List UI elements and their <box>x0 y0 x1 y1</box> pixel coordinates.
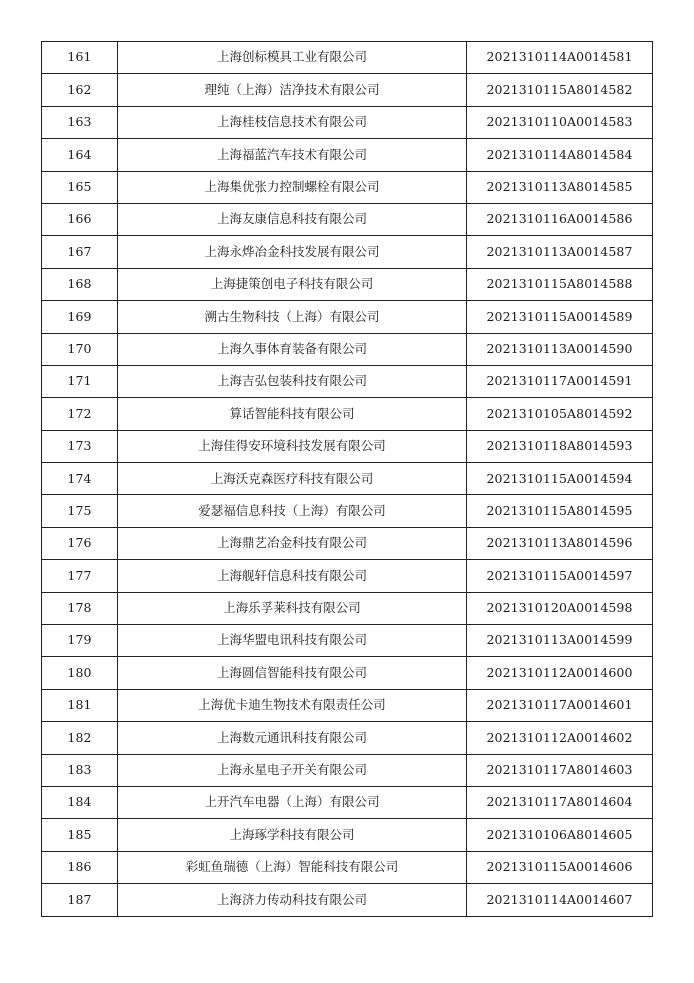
table-row <box>42 754 653 786</box>
record-code-cell: 2021310117A8014603 <box>467 754 653 786</box>
row-number-cell: 163 <box>42 106 118 138</box>
row-number-cell: 165 <box>42 171 118 203</box>
record-code-cell: 2021310113A8014596 <box>467 527 653 559</box>
record-code-cell: 2021310117A8014604 <box>467 786 653 818</box>
record-code-cell: 2021310115A8014588 <box>467 268 653 300</box>
row-number-cell: 177 <box>42 560 118 592</box>
table-row <box>42 398 653 430</box>
table-row <box>42 689 653 721</box>
company-name-cell: 上海沃克森医疗科技有限公司 <box>118 463 467 495</box>
table-row <box>42 851 653 883</box>
table-row <box>42 268 653 300</box>
record-code-cell: 2021310105A8014592 <box>467 398 653 430</box>
row-number-cell: 184 <box>42 786 118 818</box>
row-number-cell: 161 <box>42 42 118 74</box>
record-code-cell: 2021310114A8014584 <box>467 139 653 171</box>
table-row <box>42 139 653 171</box>
row-number-cell: 168 <box>42 268 118 300</box>
company-name-cell: 上海桂枝信息技术有限公司 <box>118 106 467 138</box>
table-row <box>42 786 653 818</box>
row-number-cell: 169 <box>42 301 118 333</box>
company-name-cell: 上开汽车电器（上海）有限公司 <box>118 786 467 818</box>
table-row <box>42 463 653 495</box>
record-code-cell: 2021310114A0014607 <box>467 884 653 916</box>
table-row <box>42 884 653 916</box>
table-row <box>42 722 653 754</box>
record-code-cell: 2021310117A0014601 <box>467 689 653 721</box>
company-name-cell: 上海数元通讯科技有限公司 <box>118 722 467 754</box>
company-name-cell: 爱瑟福信息科技（上海）有限公司 <box>118 495 467 527</box>
company-name-cell: 上海友康信息科技有限公司 <box>118 203 467 235</box>
row-number-cell: 175 <box>42 495 118 527</box>
row-number-cell: 173 <box>42 430 118 462</box>
company-name-cell: 上海乐孚莱科技有限公司 <box>118 592 467 624</box>
record-code-cell: 2021310115A0014589 <box>467 301 653 333</box>
company-name-cell: 彩虹鱼瑞德（上海）智能科技有限公司 <box>118 851 467 883</box>
row-number-cell: 172 <box>42 398 118 430</box>
table-row <box>42 106 653 138</box>
company-name-cell: 溯古生物科技（上海）有限公司 <box>118 301 467 333</box>
company-name-cell: 上海琢学科技有限公司 <box>118 819 467 851</box>
row-number-cell: 176 <box>42 527 118 559</box>
company-name-cell: 上海华盟电讯科技有限公司 <box>118 625 467 657</box>
company-name-cell: 上海圆信智能科技有限公司 <box>118 657 467 689</box>
record-code-cell: 2021310112A0014600 <box>467 657 653 689</box>
company-list-table <box>41 41 653 917</box>
record-code-cell: 2021310106A8014605 <box>467 819 653 851</box>
company-name-cell: 上海久事体育装备有限公司 <box>118 333 467 365</box>
record-code-cell: 2021310115A8014595 <box>467 495 653 527</box>
table-row <box>42 333 653 365</box>
record-code-cell: 2021310120A0014598 <box>467 592 653 624</box>
record-code-cell: 2021310110A0014583 <box>467 106 653 138</box>
table-row <box>42 171 653 203</box>
record-code-cell: 2021310113A0014590 <box>467 333 653 365</box>
row-number-cell: 187 <box>42 884 118 916</box>
table-row <box>42 819 653 851</box>
company-name-cell: 算话智能科技有限公司 <box>118 398 467 430</box>
record-code-cell: 2021310114A0014581 <box>467 42 653 74</box>
record-code-cell: 2021310113A0014599 <box>467 625 653 657</box>
table-body <box>42 42 653 917</box>
row-number-cell: 170 <box>42 333 118 365</box>
company-name-cell: 上海创标模具工业有限公司 <box>118 42 467 74</box>
record-code-cell: 2021310113A0014587 <box>467 236 653 268</box>
record-code-cell: 2021310112A0014602 <box>467 722 653 754</box>
company-name-cell: 上海集优张力控制螺栓有限公司 <box>118 171 467 203</box>
row-number-cell: 174 <box>42 463 118 495</box>
company-name-cell: 上海鼎艺冶金科技有限公司 <box>118 527 467 559</box>
record-code-cell: 2021310115A8014582 <box>467 74 653 106</box>
table-row <box>42 236 653 268</box>
company-name-cell: 理纯（上海）洁净技术有限公司 <box>118 74 467 106</box>
row-number-cell: 178 <box>42 592 118 624</box>
row-number-cell: 180 <box>42 657 118 689</box>
table-row <box>42 365 653 397</box>
company-name-cell: 上海优卡迪生物技术有限责任公司 <box>118 689 467 721</box>
record-code-cell: 2021310115A0014594 <box>467 463 653 495</box>
company-name-cell: 上海舰轩信息科技有限公司 <box>118 560 467 592</box>
row-number-cell: 182 <box>42 722 118 754</box>
company-name-cell: 上海永星电子开关有限公司 <box>118 754 467 786</box>
row-number-cell: 162 <box>42 74 118 106</box>
record-code-cell: 2021310113A8014585 <box>467 171 653 203</box>
table-row <box>42 301 653 333</box>
company-name-cell: 上海永烨冶金科技发展有限公司 <box>118 236 467 268</box>
table-row <box>42 625 653 657</box>
row-number-cell: 186 <box>42 851 118 883</box>
record-code-cell: 2021310115A0014606 <box>467 851 653 883</box>
company-name-cell: 上海济力传动科技有限公司 <box>118 884 467 916</box>
table-row <box>42 560 653 592</box>
table-row <box>42 495 653 527</box>
row-number-cell: 179 <box>42 625 118 657</box>
row-number-cell: 181 <box>42 689 118 721</box>
company-name-cell: 上海吉弘包装科技有限公司 <box>118 365 467 397</box>
row-number-cell: 183 <box>42 754 118 786</box>
row-number-cell: 171 <box>42 365 118 397</box>
company-name-cell: 上海福蓝汽车技术有限公司 <box>118 139 467 171</box>
table-row <box>42 527 653 559</box>
table-row <box>42 592 653 624</box>
table-row <box>42 430 653 462</box>
row-number-cell: 164 <box>42 139 118 171</box>
row-number-cell: 167 <box>42 236 118 268</box>
company-name-cell: 上海佳得安环境科技发展有限公司 <box>118 430 467 462</box>
record-code-cell: 2021310118A8014593 <box>467 430 653 462</box>
record-code-cell: 2021310116A0014586 <box>467 203 653 235</box>
table-row <box>42 203 653 235</box>
row-number-cell: 166 <box>42 203 118 235</box>
record-code-cell: 2021310117A0014591 <box>467 365 653 397</box>
company-name-cell: 上海捷策创电子科技有限公司 <box>118 268 467 300</box>
table-row <box>42 74 653 106</box>
table-row <box>42 657 653 689</box>
row-number-cell: 185 <box>42 819 118 851</box>
table-row <box>42 42 653 74</box>
record-code-cell: 2021310115A0014597 <box>467 560 653 592</box>
